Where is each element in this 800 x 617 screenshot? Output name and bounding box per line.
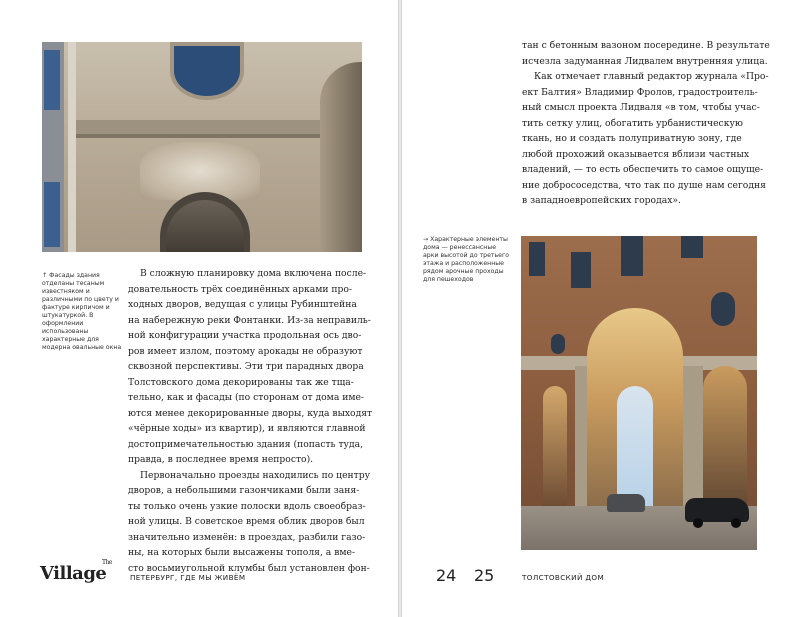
side-arch bbox=[543, 386, 567, 506]
text-line: ной улицы. В советское время облик дворов был bbox=[128, 516, 365, 527]
right-body-text bbox=[522, 38, 768, 209]
running-title-left: ПЕТЕРБУРГ, ГДЕ МЫ ЖИВЁМ bbox=[130, 573, 246, 582]
courtyard-photo bbox=[521, 236, 757, 550]
text-line: исчезла задуманная Лидвалем внутренняя улица. bbox=[522, 55, 768, 67]
text-line: ной конфигурации участка продольная ось дво- bbox=[128, 330, 362, 341]
text-line: Как отмечает главный редактор журнала «Про- bbox=[534, 71, 769, 82]
text-line: ект Балтия» Владимир Фролов, градостроитель- bbox=[522, 86, 758, 98]
page-number-left: 24 bbox=[436, 566, 457, 585]
text-line: на набережную реки Фонтанки. Из-за неправиль- bbox=[128, 314, 371, 326]
left-body-text bbox=[128, 266, 380, 576]
right-photo-caption: → Характерные элементы дома — ренессансные арки высотой до третьего этажа и расположенные рядом арочные проходы для пешеходов bbox=[423, 236, 510, 283]
village-logo bbox=[40, 559, 112, 584]
parked-car bbox=[607, 494, 645, 512]
text-line: дворов, а небольшими газончиками были заня- bbox=[128, 485, 360, 496]
left-photo-caption: ↑ Фасады здания отделаны тесаным известняком и различными по цвету и фактуре кирпичом и штукатуркой. В оформлении использованы характерные для модерна овальные окна bbox=[42, 272, 122, 351]
oval-window bbox=[170, 42, 244, 100]
window-left-bottom bbox=[44, 182, 60, 247]
text-line: ходных дворов, ведущая с улицы Рубинштейна bbox=[128, 299, 357, 310]
cornice-shadow bbox=[76, 134, 332, 138]
text-line: сто восьмиугольной клумбы был установлен фон- bbox=[128, 562, 370, 574]
window bbox=[571, 252, 591, 288]
logo-main: Village bbox=[40, 563, 107, 584]
text-line: Толстовского дома декорированы так же тща- bbox=[128, 376, 354, 388]
window bbox=[681, 236, 703, 258]
text-line: ты только очень узкие полоски вдоль своеобраз- bbox=[128, 500, 366, 512]
text-line: достопримечательностью здания (попасть туда, bbox=[128, 438, 364, 450]
text-line: тельно, как и фасады (по сторонам от дома име- bbox=[128, 392, 365, 403]
car-wheel bbox=[693, 518, 703, 528]
right-arch bbox=[703, 366, 747, 516]
window bbox=[621, 236, 643, 276]
cornice bbox=[76, 120, 332, 134]
text-line: ние добрососедства, что так по душе нам сегодня bbox=[522, 179, 766, 191]
text-line: тить сетку улиц, обогатить урбанистическую bbox=[522, 117, 743, 129]
text-line: в западноевропейских городах». bbox=[522, 195, 681, 206]
text-line: ны, на которых были высажены тополя, а вме- bbox=[128, 547, 356, 558]
text-line: ный смысл проекта Лидваля «в том, чтобы учас- bbox=[522, 102, 760, 113]
logo-small: The bbox=[102, 559, 112, 566]
right-archway bbox=[320, 62, 362, 252]
drainpipe bbox=[68, 42, 76, 252]
text-line: тан с бетонным вазоном посередине. В результате bbox=[522, 40, 770, 51]
text-line: Первоначально проезды находились по центру bbox=[140, 469, 371, 481]
oval-window bbox=[711, 292, 735, 326]
oval-window bbox=[551, 334, 565, 354]
text-line: ются менее декорированные дворы, куда выходят bbox=[128, 407, 373, 419]
text-line: ткань, но и создать полуприватную зону, где bbox=[522, 133, 742, 144]
text-line: ров имеет излом, поэтому арокады не образуют bbox=[128, 345, 363, 357]
arch-sky bbox=[617, 386, 653, 506]
car-wheel bbox=[731, 518, 741, 528]
text-line: правда, в последнее время непросто). bbox=[128, 454, 314, 465]
text-line: довательность трёх соединённых арками про- bbox=[128, 283, 353, 295]
text-line: В сложную планировку дома включена после- bbox=[140, 268, 367, 279]
text-line: «чёрные ходы» из квартир), и являются главной bbox=[128, 423, 366, 434]
window bbox=[529, 242, 545, 276]
window-left-top bbox=[44, 50, 60, 110]
text-line: сквозной перспективы. Эти три парадных двора bbox=[128, 361, 364, 372]
text-line: любой прохожий оказывается вблизи частных bbox=[522, 148, 750, 160]
text-line: значительно изменён: в проездах, разбили газо- bbox=[128, 531, 366, 543]
facade-photo bbox=[42, 42, 362, 252]
page-number-right: 25 bbox=[474, 566, 495, 585]
text-line: владений, — то есть обеспечить то самое ощуще- bbox=[522, 164, 764, 175]
running-title-right: ТОЛСТОВСКИЙ ДОМ bbox=[522, 573, 605, 582]
